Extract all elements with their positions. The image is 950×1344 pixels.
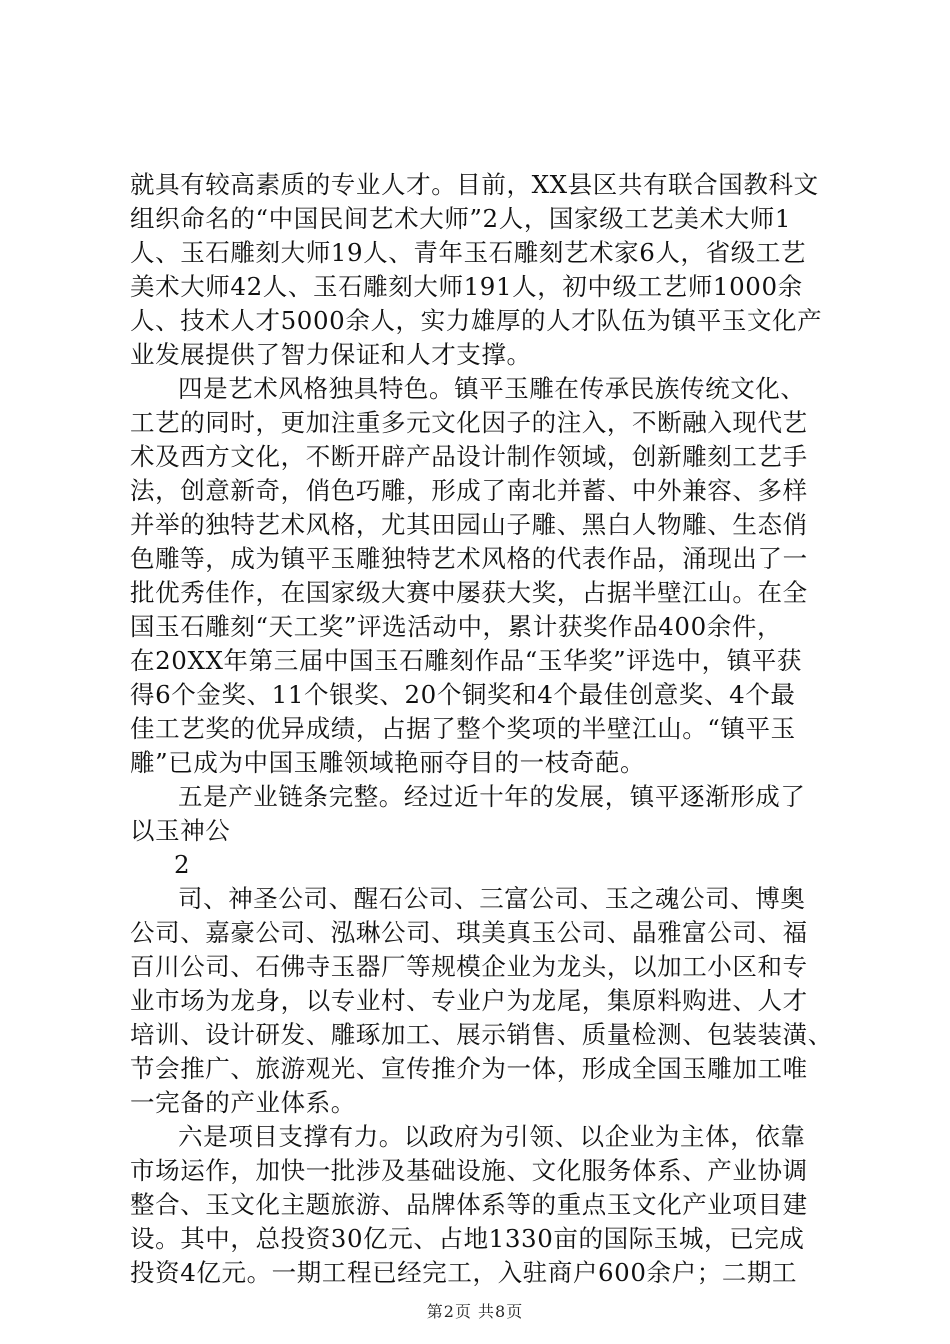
text-line: 工艺的同时，更加注重多元文化因子的注入，不断融入现代艺 — [130, 408, 808, 437]
text-line: 佳工艺奖的优异成绩，占据了整个奖项的半壁江山。“镇平玉 — [130, 714, 796, 743]
text-line: 雕”已成为中国玉雕领域艳丽夺目的一枝奇葩。 — [130, 748, 646, 777]
text-line: 公司、嘉豪公司、泓琳公司、琪美真玉公司、晶雅富公司、福 — [130, 918, 808, 947]
page-number-label: 第2页 共8页 — [426, 1302, 524, 1321]
text-line: 市场运作，加快一批涉及基础设施、文化服务体系、产业协调 — [130, 1156, 808, 1185]
document-body — [130, 168, 833, 1290]
text-line: 就具有较高素质的专业人才。目前，XX县区共有联合国教科文 — [130, 170, 819, 199]
text-line: 色雕等，成为镇平玉雕独特艺术风格的代表作品，涌现出了一 — [130, 544, 808, 573]
text-line: 得6个金奖、11个银奖、20个铜奖和4个最佳创意奖、4个最 — [130, 680, 796, 709]
text-line: 并举的独特艺术风格，尤其田园山子雕、黑白人物雕、生态俏 — [130, 510, 808, 539]
text-line: 一完备的产业体系。 — [130, 1088, 356, 1117]
text-line: 术及西方文化，不断开辟产品设计制作领域，创新雕刻工艺手 — [130, 442, 808, 471]
text-line: 以玉神公 — [130, 816, 231, 845]
text-line: 四是艺术风格独具特色。镇平玉雕在传承民族传统文化、 — [178, 374, 806, 403]
text-line: 设。其中，总投资30亿元、占地1330亩的国际玉城，已完成 — [130, 1224, 805, 1253]
text-line: 人、玉石雕刻大师19人、青年玉石雕刻艺术家6人，省级工艺 — [130, 238, 807, 267]
text-line: 整合、玉文化主题旅游、品牌体系等的重点玉文化产业项目建 — [130, 1190, 808, 1219]
text-line: 节会推广、旅游观光、宣传推介为一体，形成全国玉雕加工唯 — [130, 1054, 808, 1083]
inline-page-marker: 2 — [174, 850, 191, 879]
text-line: 司、神圣公司、醒石公司、三富公司、玉之魂公司、博奥 — [178, 884, 806, 913]
text-line: 在20XX年第三届中国玉石雕刻作品“玉华奖”评选中，镇平获 — [130, 646, 803, 675]
text-line: 美术大师42人、玉石雕刻大师191人，初中级工艺师1000余 — [130, 272, 803, 301]
text-line: 六是项目支撑有力。以政府为引领、以企业为主体，依靠 — [178, 1122, 806, 1151]
text-line: 百川公司、石佛寺玉器厂等规模企业为龙头，以加工小区和专 — [130, 952, 808, 981]
text-line: 法，创意新奇，俏色巧雕，形成了南北并蓄、中外兼容、多样 — [130, 476, 808, 505]
text-line: 国玉石雕刻“天工奖”评选活动中，累计获奖作品400余件， — [130, 612, 783, 641]
text-line: 投资4亿元。一期工程已经完工，入驻商户600余户；二期工 — [130, 1258, 798, 1287]
text-line: 批优秀佳作，在国家级大赛中屡获大奖，占据半壁江山。在全 — [130, 578, 808, 607]
text-line: 培训、设计研发、雕琢加工、展示销售、质量检测、包装装潢、 — [130, 1020, 833, 1049]
page-footer — [0, 1302, 950, 1322]
text-line: 五是产业链条完整。经过近十年的发展，镇平逐渐形成了 — [178, 782, 806, 811]
text-line: 人、技术人才5000余人，实力雄厚的人才队伍为镇平玉文化产 — [130, 306, 823, 335]
text-line: 组织命名的“中国民间艺术大师”2人，国家级工艺美术大师1 — [130, 204, 792, 233]
text-line: 业发展提供了智力保证和人才支撑。 — [130, 340, 532, 369]
text-line: 业市场为龙身，以专业村、专业户为龙尾，集原料购进、人才 — [130, 986, 808, 1015]
